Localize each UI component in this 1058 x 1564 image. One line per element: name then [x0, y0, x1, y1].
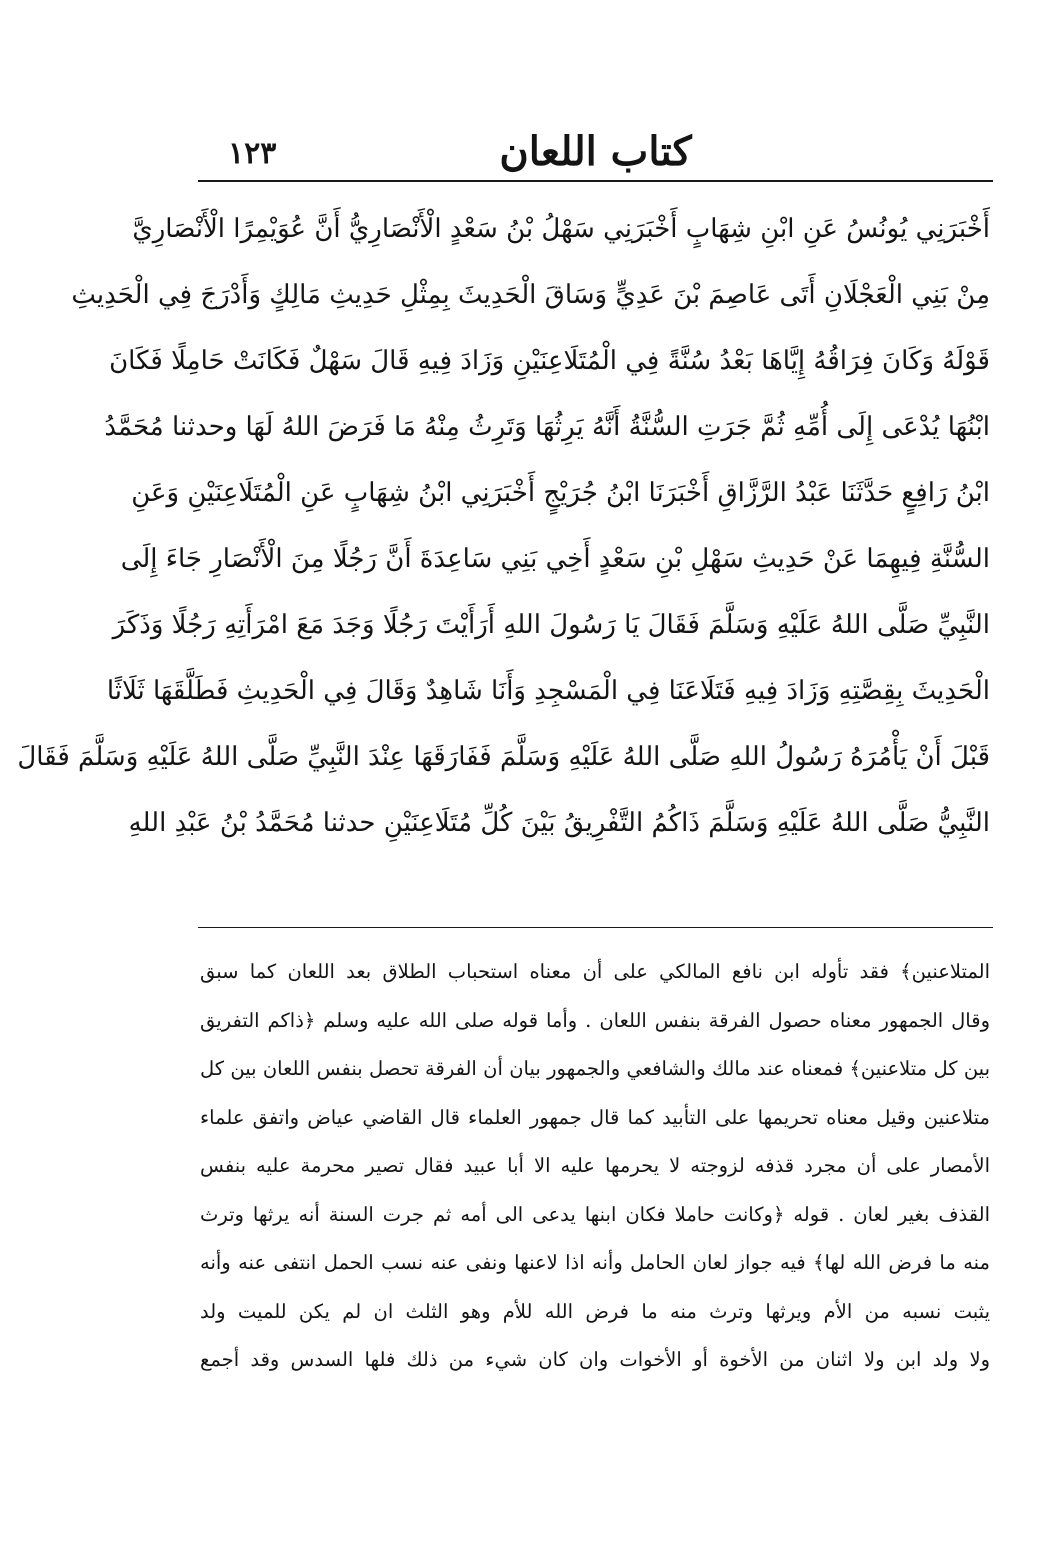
running-title: كتاب اللعان — [499, 128, 692, 175]
commentary-line: المتلاعنين﴾ فقد تأوله ابن نافع المالكي على أن معناه استحباب الطلاق بعد اللعان كما سبق — [200, 960, 990, 983]
commentary-line: الأمصار على أن مجرد قذفه لزوجته لا يحرمها عليه الا أبا عبيد فقال تصير محرمة عليه بنفس — [200, 1154, 990, 1177]
hadith-line: قَبْلَ أَنْ يَأْمُرَهُ رَسُولُ اللهِ صَلَّى اللهُ عَلَيْهِ وَسَلَّمَ فَفَارَقَهَا عِنْدَ النَّبِيِّ صَلَّى اللهُ عَلَيْهِ وَسَلَّمَ فَقَالَ — [17, 742, 990, 772]
page-header — [198, 118, 993, 176]
hadith-line: ابْنُهَا يُدْعَى إِلَى أُمِّهِ ثُمَّ جَرَتِ السُّنَّةُ أَنَّهُ يَرِثُهَا وَتَرِثُ مِنْهُ مَا فَرَضَ اللهُ لَهَا وحدثنا مُحَمَّدُ — [104, 412, 990, 442]
hadith-line: الْحَدِيثَ بِقِصَّتِهِ وَزَادَ فِيهِ فَتَلَاعَنَا فِي الْمَسْجِدِ وَأَنَا شَاهِدٌ وَقَالَ فِي الْحَدِيثِ فَطَلَّقَهَا ثَلَاثًا — [106, 676, 990, 706]
header-rule — [198, 180, 993, 182]
commentary-line: منه ما فرض الله لها﴾ فيه جواز لعان الحامل وأنه اذا لاعنها ونفى عنه نسب الحمل انتفى عنه وأنه — [200, 1251, 990, 1274]
hadith-line: السُّنَّةِ فِيهِمَا عَنْ حَدِيثِ سَهْلِ بْنِ سَعْدٍ أَخِي بَنِي سَاعِدَةَ أَنَّ رَجُلًا مِنَ الْأَنْصَارِ جَاءَ إِلَى — [120, 544, 990, 574]
hadith-line: مِنْ بَنِي الْعَجْلَانِ أَتَى عَاصِمَ بْنَ عَدِيٍّ وَسَاقَ الْحَدِيثَ بِمِثْلِ حَدِيثِ مَالِكٍ وَأَدْرَجَ فِي الْحَدِيثِ — [71, 280, 990, 310]
hadith-line: أَخْبَرَنِي يُونُسُ عَنِ ابْنِ شِهَابٍ أَخْبَرَنِي سَهْلُ بْنُ سَعْدٍ الْأَنْصَارِيُّ أَنَّ عُوَيْمِرًا الْأَنْصَارِيَّ — [132, 214, 990, 244]
commentary-line: بين كل متلاعنين﴾ فمعناه عند مالك والشافعي والجمهور بيان أن الفرقة تحصل بنفس اللعان بين كل — [200, 1057, 990, 1080]
hadith-text — [17, 196, 990, 856]
commentary-text — [200, 948, 990, 1385]
commentary-line: متلاعنين وقيل معناه تحريمها على التأبيد كما قال جمهور العلماء قال القاضي عياض واتفق علماء — [200, 1105, 990, 1129]
commentary-line: القذف بغير لعان . قوله ﴿وكانت حاملا فكان ابنها يدعى الى أمه ثم جرت السنة أنه يرثها وترث — [200, 1202, 990, 1226]
commentary-divider — [198, 927, 993, 928]
hadith-line: النَّبِيُّ صَلَّى اللهُ عَلَيْهِ وَسَلَّمَ ذَاكُمُ التَّفْرِيقُ بَيْنَ كُلِّ مُتَلَاعِنَيْنِ حدثنا مُحَمَّدُ بْنُ عَبْدِ اللهِ — [128, 808, 990, 838]
commentary-line: ولا ولد ابن ولا اثنان من الأخوة أو الأخوات وان كان شيء من ذلك فلها السدس وقد أجمع — [200, 1348, 990, 1371]
hadith-line: النَّبِيِّ صَلَّى اللهُ عَلَيْهِ وَسَلَّمَ فَقَالَ يَا رَسُولَ اللهِ أَرَأَيْتَ رَجُلًا وَجَدَ مَعَ امْرَأَتِهِ رَجُلًا وَذَكَرَ — [112, 610, 990, 640]
hadith-line: ابْنُ رَافِعٍ حَدَّثَنَا عَبْدُ الرَّزَّاقِ أَخْبَرَنَا ابْنُ جُرَيْجٍ أَخْبَرَنِي ابْنُ شِهَابٍ عَنِ الْمُتَلَاعِنَيْنِ وَعَنِ — [131, 478, 990, 508]
commentary-line: وقال الجمهور معناه حصول الفرقة بنفس اللعان . وأما قوله صلى الله عليه وسلم ﴿ذاكم التفريق — [200, 1008, 990, 1032]
page-number: ١٢٣ — [228, 136, 277, 171]
hadith-line: قَوْلَهُ وَكَانَ فِرَاقُهُ إِيَّاهَا بَعْدُ سُنَّةً فِي الْمُتَلَاعِنَيْنِ وَزَادَ فِيهِ قَالَ سَهْلٌ فَكَانَتْ حَامِلًا فَكَانَ — [109, 346, 990, 376]
commentary-line: يثبت نسبه من الأم ويرثها وترث منه ما فرض الله للأم وهو الثلث ان لم يكن للميت ولد — [200, 1299, 990, 1323]
